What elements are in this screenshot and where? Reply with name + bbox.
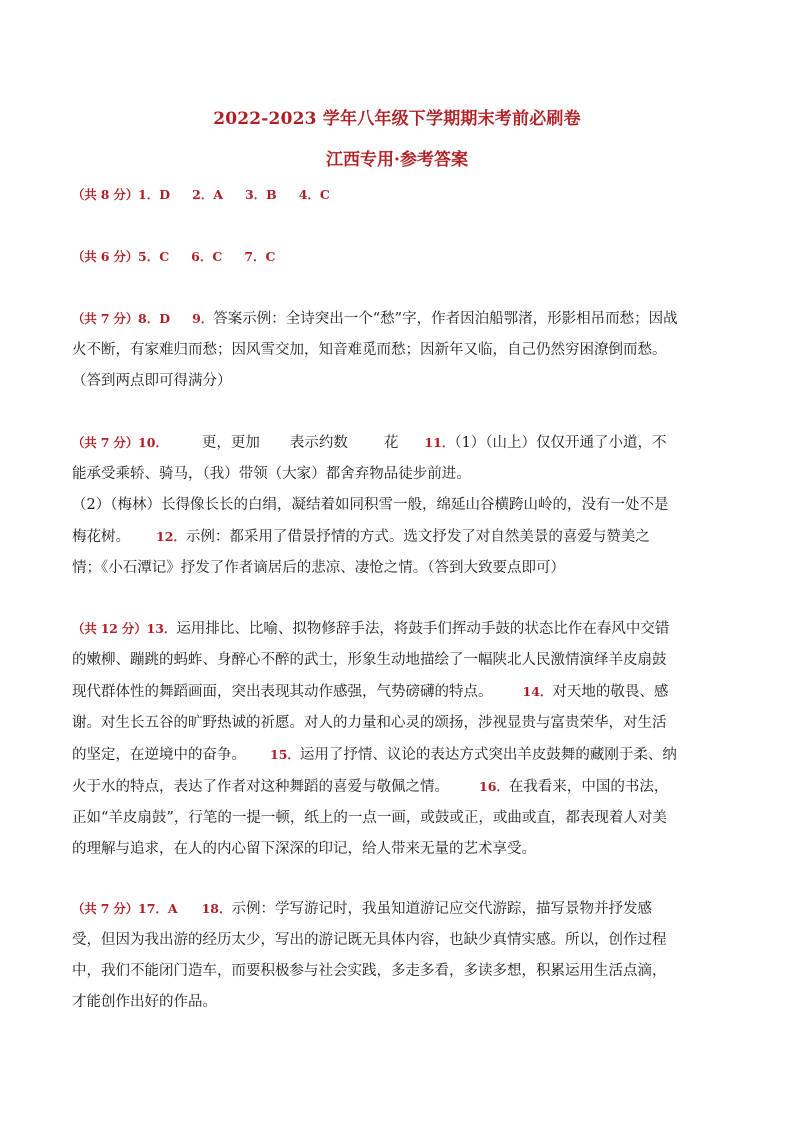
- answer-8: 8．D: [138, 311, 171, 326]
- section-5: [72, 613, 678, 865]
- question-13-number: 13．: [146, 621, 177, 636]
- answer-11-1: （1）（山上）仅仅开通了小道，不能承受乘轿、骑马，（我）带领（大家）都舍弃物品徒步前进。: [72, 435, 667, 482]
- page-title: 2022-2023 学年八年级下学期期末考前必刷卷: [213, 109, 581, 129]
- section-1: [72, 179, 678, 211]
- section-score-label: （共 6 分）: [72, 249, 139, 264]
- section-score-label: （共 7 分）: [72, 435, 139, 450]
- answer-10-c: 花: [383, 435, 399, 451]
- question-18-number: 18．: [201, 901, 232, 916]
- answer-2: 2．A: [192, 187, 223, 202]
- question-10-number: 10．: [138, 435, 168, 450]
- answer-16: 在我看来，中国的书法，正如“羊皮扇鼓”，行笔的一提一顿，纸上的一点一画，或鼓或正，或曲或直，都表现着人对美的理解与追求，在人的内心留下深深的印记，给人带来无量的艺术享受。: [72, 779, 669, 857]
- answer-11-2: （2）（梅林）长得像长长的白绢，凝结着如同积雪一般，绵延山谷横跨山岭的，没有一处不是梅花树。: [72, 497, 669, 545]
- answer-9-text: 答案示例：全诗突出一个“愁”字，作者因泊船鄂渚，形影相吊而愁；因战火不断，有家难归而愁；因风雪交加，知音难觅而愁；因新年又临，自己仍然穷困潦倒而愁。（答到两点即可得满分）: [72, 311, 678, 389]
- answer-14: 对天地的敬畏、感谢。对生长五谷的旷野热诚的祈愿。对人的力量和心灵的颂扬，涉视显贵与富贵荣华，对生活的坚定，在逆境中的奋争。: [72, 684, 669, 763]
- answer-10-a: 更，更加: [201, 435, 260, 451]
- section-4: [72, 427, 678, 584]
- answer-13: 运用排比、比喻、拟物修辞手法，将鼓手们挥动手鼓的状态比作在春风中交错的嫩柳、蹦跳的蚂蚱、身醉心不醉的武士，形象生动地描绘了一幅陕北人民激情演绎羊皮扇鼓现代群体性的舞蹈画面，突出表现其动作感强，气势磅礴的特点。: [72, 621, 670, 700]
- section-2: [72, 241, 678, 273]
- question-12-number: 12．: [156, 529, 186, 544]
- section-score-label: （共 12 分）: [72, 621, 147, 636]
- question-16-number: 16．: [479, 779, 509, 794]
- section-6: [72, 893, 678, 1018]
- answer-18: 示例：学写游记时，我虽知道游记应交代游踪，描写景物并抒发感受，但因为我出游的经历太少，写出的游记既无具体内容，也缺少真情实感。所以，创作过程中，我们不能闭门造车，而要积极参与社会实践，多走多看，多读多想，积累运用生活点滴，才能创作出好的作品。: [72, 901, 667, 1010]
- question-14-number: 14．: [522, 684, 553, 699]
- answer-4: 4．C: [298, 187, 330, 202]
- answer-10-b: 表示约数: [289, 435, 348, 451]
- answer-15: 运用了抒情、议论的表达方式突出羊皮鼓舞的藏刚于柔、纳火于水的特点，表达了作者对这种舞蹈的喜爱与敬佩之情。: [72, 747, 677, 795]
- answer-3: 3．B: [244, 187, 277, 202]
- answer-12: 示例：都采用了借景抒情的方式。选文抒发了对自然美景的喜爱与赞美之情；《小石潭记》抒发了作者谪居后的悲凉、凄怆之情。（答到大致要点即可）: [72, 529, 650, 576]
- answer-1: 1．D: [138, 187, 171, 202]
- answer-17: 17．A: [138, 901, 178, 916]
- question-11-number: 11．: [424, 435, 455, 450]
- answer-6: 6．C: [191, 249, 223, 264]
- section-score-label: （共 7 分）: [72, 901, 139, 916]
- section-score-label: （共 7 分）: [72, 311, 139, 326]
- section-score-label: （共 8 分）: [72, 187, 139, 202]
- answer-5: 5．C: [138, 249, 170, 264]
- answer-7: 7．C: [244, 249, 276, 264]
- page-subtitle: 江西专用·参考答案: [326, 150, 468, 170]
- section-3: [72, 303, 678, 397]
- question-9-number: 9．: [192, 311, 214, 326]
- question-15-number: 15．: [270, 747, 300, 762]
